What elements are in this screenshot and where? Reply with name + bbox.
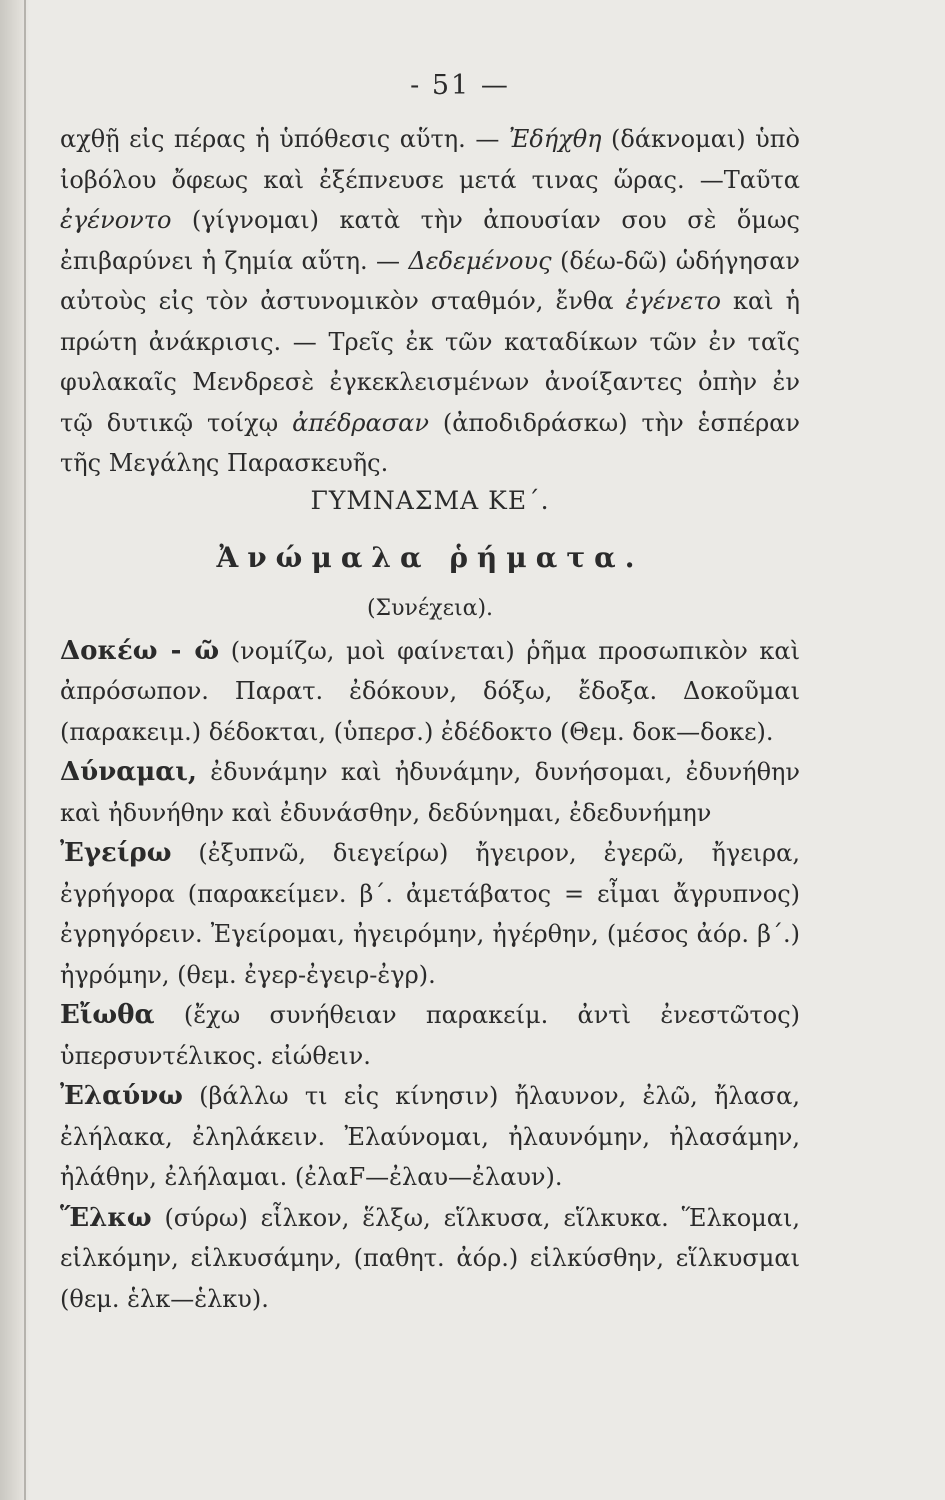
text-run: (ἀποδιδράσκω) τὴν ἑσπέραν τῆς Μεγάλης Παρασκευῆς. — [60, 408, 800, 477]
text-run: καὶ ἡ πρώτη ἀνάκρισις. — Τρεῖς ἐκ τῶν καταδίκων τῶν ἐν ταῖς φυλακαῖς Μενδρεσὲ ἐγκεκλεισμένων ἀνοίξαντες ὀπὴν ἐν τῷ δυτικῷ τοίχῳ — [60, 287, 800, 437]
italic-verb: ἀπέδρασαν — [292, 408, 429, 437]
entry-headword: Δύναμαι, — [60, 757, 197, 787]
gutter-line — [24, 0, 26, 1500]
entry-headword: Δοκέω - ῶ — [60, 635, 220, 666]
verb-entry — [60, 752, 800, 833]
verb-entry — [60, 631, 800, 753]
section-title: Ἀνώμαλα ῥήματα. — [216, 540, 644, 574]
verb-entry — [60, 833, 800, 995]
verb-entry — [60, 1198, 800, 1320]
entry-headword: Ἐγείρω — [60, 838, 172, 868]
text-run: (γίγνομαι) κατὰ τὴν ἀπουσίαν σου σὲ ὅμως ἐπιβαρύνει ἡ ζημία αὕτη. — — [60, 206, 800, 275]
book-page — [60, 70, 800, 1319]
italic-verb: ἐγένετο — [625, 287, 721, 315]
verb-entry — [60, 1076, 800, 1198]
entry-text: (σύρω) εἷλκον, ἕλξω, εἵλκυσα, εἵλκυκα. Ἕλκομαι, εἱλκόμην, εἱλκυσάμην, (παθητ. ἀόρ.) εἱλκύσθην, εἵλκυσμαι (θεμ. ἑλκ—ἑλκυ). — [60, 1203, 800, 1313]
text-run: (δάκνομαι) ὑπὸ ἰοβόλου ὄφεως καὶ ἐξέπνευσε μετά τινας ὥρας. —Ταῦτα — [60, 125, 800, 194]
entry-text: (ἐξυπνῶ, διεγείρω) ἤγειρον, ἐγερῶ, ἤγειρα, ἐγρήγορα (παρακείμεν. β΄. ἀμετάβατος = εἶμαι ἄγρυπνος) ἐγρηγόρειν. Ἐγείρομαι, ἠγειρόμην, ἠγέρθην, (μέσος ἀόρ. β΄.) ἠγρόμην, (θεμ. ἐγερ-ἐγειρ-ἐγρ). — [60, 839, 800, 989]
italic-verb: Δεδεμένους — [408, 246, 552, 275]
entry-text: (βάλλω τι εἰς κίνησιν) ἤλαυνον, ἐλῶ, ἤλασα, ἐλήλακα, ἐληλάκειν. Ἐλαύνομαι, ἠλαυνόμην, ἠλασάμην, ἠλάθην, ἐλήλαμαι. (ἐλαF—ἐλαυ—ἐλαυν). — [60, 1082, 800, 1191]
entry-text: (ἔχω συνήθειαν παρακείμ. ἀντὶ ἐνεστῶτος) ὑπερσυντέλικος. εἰώθειν. — [60, 1001, 800, 1070]
italic-verb: ἐγένοντο — [60, 206, 172, 234]
entry-headword: Ἕλκω — [60, 1202, 152, 1233]
verb-entries — [60, 631, 800, 1320]
intro-paragraph — [60, 119, 800, 484]
continuation-label: (Συνέχεια). — [366, 595, 494, 621]
text-run: αχθῇ εἰς πέρας ἡ ὑπόθεσις αὕτη. — — [60, 125, 509, 153]
text-run: (δέω-δῶ) ὡδήγησαν αὐτοὺς εἰς τὸν ἀστυνομικὸν σταθμόν, ἔνθα — [60, 246, 800, 315]
verb-entry — [60, 995, 800, 1076]
entry-headword: Ἐλαύνω — [60, 1081, 183, 1111]
entry-text: ἐδυνάμην καὶ ἠδυνάμην, δυνήσομαι, ἐδυνήθην καὶ ἠδυνήθην καὶ ἐδυνάσθην, δεδύνημαι, ἐδεδυνήμην — [60, 758, 800, 827]
exercise-heading: ΓΥΜΝΑΣΜΑ ΚΕ΄. — [310, 485, 550, 515]
italic-verb: Ἐδήχθη — [508, 125, 602, 153]
entry-text: (νομίζω, μοὶ φαίνεται) ῥῆμα προσωπικὸν καὶ ἀπρόσωπον. Παρατ. ἐδόκουν, δόξω, ἔδοξα. Δοκοῦμαι (παρακειμ.) δέδοκται, (ὑπερσ.) ἐδέδοκτο (Θεμ. δοκ—δοκε). — [60, 636, 800, 746]
entry-headword: Εἴωθα — [60, 1000, 155, 1030]
page-number: - 51 — — [410, 70, 510, 101]
